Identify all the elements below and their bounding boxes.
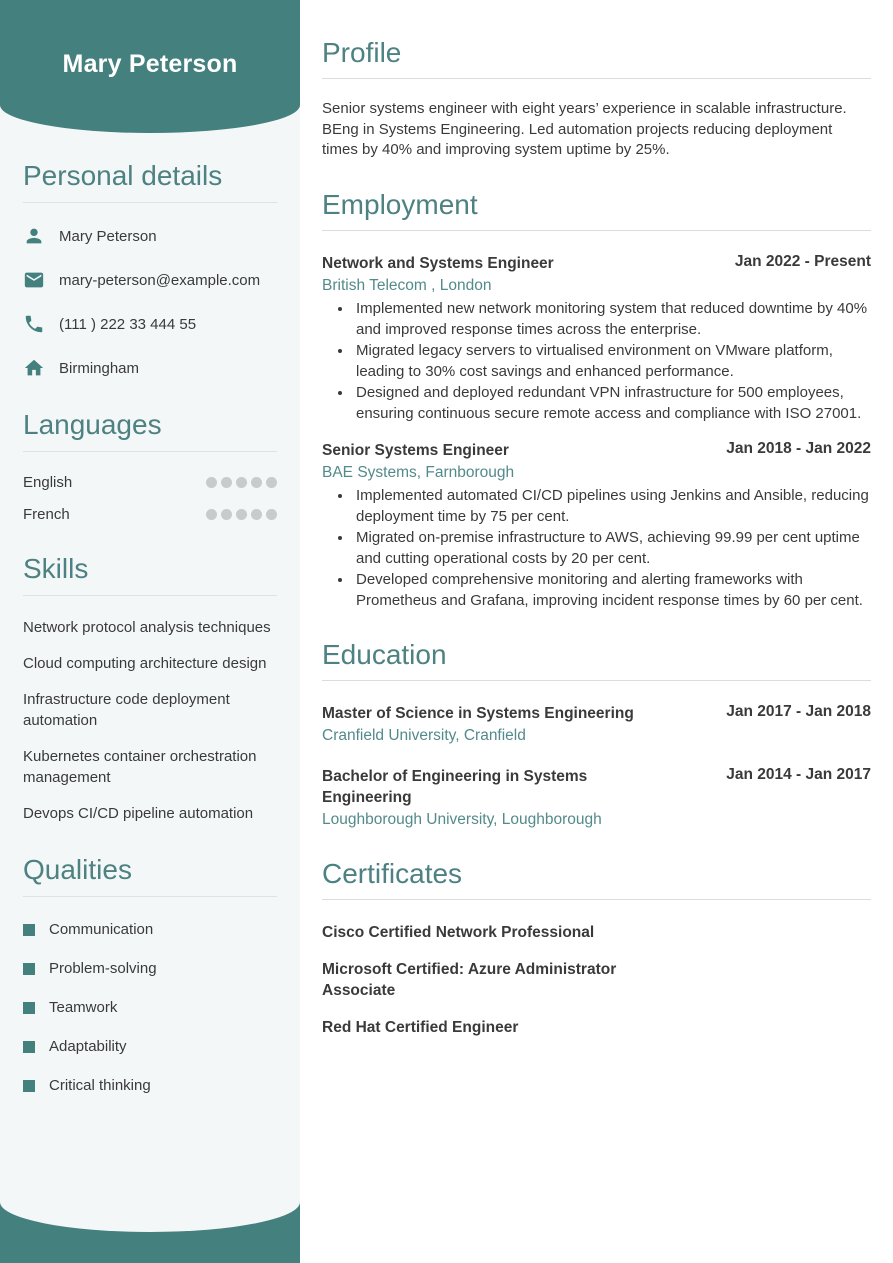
detail-item-phone xyxy=(23,313,277,335)
qualities-title: Qualities xyxy=(23,854,132,885)
detail-value: (111 ) 222 33 444 55 xyxy=(59,315,197,333)
education-header xyxy=(322,703,871,724)
education-dates: Jan 2014 - Jan 2017 xyxy=(726,765,871,783)
job-bullet-list xyxy=(322,298,871,424)
job-bullet: • Implemented automated CI/CD pipelines using Jenkins and Ansible, reducing deployment time by 75 per cent. xyxy=(353,485,871,527)
detail-item-email xyxy=(23,269,277,291)
degree-title: Master of Science in Systems Engineering xyxy=(322,704,634,722)
level-dot-icon xyxy=(206,477,217,488)
job-title: Network and Systems Engineer xyxy=(322,254,554,272)
personal-details-title: Personal details xyxy=(23,160,223,191)
phone-icon xyxy=(23,313,45,335)
certificate-item: Red Hat Certified Engineer xyxy=(322,1018,519,1036)
detail-value: mary-peterson@example.com xyxy=(59,271,261,289)
qualities-section xyxy=(23,854,277,1094)
detail-value: Mary Peterson xyxy=(59,227,157,245)
job-bullet: • Implemented new network monitoring system that reduced downtime by 40% and improved response times across the enterprise. xyxy=(353,298,871,340)
profile-title: Profile xyxy=(322,37,402,68)
job-dates: Jan 2022 - Present xyxy=(734,252,871,270)
sidebar-header-curve xyxy=(0,105,300,133)
job-bullet: • Designed and deployed redundant VPN infrastructure for 500 employees, ensuring continuous secure remote access and compliance with ISO 27001. xyxy=(353,382,871,424)
divider xyxy=(23,896,277,897)
quality-label: Problem-solving xyxy=(49,960,157,977)
square-bullet-icon xyxy=(23,1002,35,1014)
quality-label: Communication xyxy=(49,921,154,938)
employment-section xyxy=(322,188,871,611)
skill-item: Cloud computing architecture design xyxy=(23,655,267,672)
square-bullet-icon xyxy=(23,924,35,936)
education-dates: Jan 2017 - Jan 2018 xyxy=(726,702,871,720)
quality-label: Critical thinking xyxy=(49,1077,151,1094)
job-bullet: • Migrated legacy servers to virtualised environment on VMware platform, leading to 30% cost savings and enhanced performance. xyxy=(353,340,871,382)
divider xyxy=(23,595,277,596)
certificates-title: Certificates xyxy=(322,857,463,889)
divider xyxy=(322,680,871,681)
candidate-name: Mary Peterson xyxy=(62,50,238,78)
profile-section xyxy=(322,36,871,161)
square-bullet-icon xyxy=(23,1080,35,1092)
education-entry xyxy=(322,766,871,830)
email-icon xyxy=(23,269,45,291)
certificate-item: Microsoft Certified: Azure Administrator Associate xyxy=(322,960,617,999)
languages-section xyxy=(23,409,277,523)
skills-section xyxy=(23,553,277,824)
languages-title: Languages xyxy=(23,409,162,440)
education-entry xyxy=(322,703,871,746)
level-dot-icon xyxy=(266,477,277,488)
job-bullet: • Developed comprehensive monitoring and alerting frameworks with Prometheus and Grafana, improving incident response times by 60 per cent. xyxy=(353,569,871,611)
skills-title: Skills xyxy=(23,553,89,584)
sidebar-footer-curve xyxy=(0,1202,300,1232)
level-dot-icon xyxy=(266,509,277,520)
language-level-dots xyxy=(206,477,277,488)
divider xyxy=(23,451,277,452)
job-header xyxy=(322,253,871,274)
skill-item: Infrastructure code deployment automation xyxy=(23,691,230,729)
sidebar-header xyxy=(0,0,300,105)
level-dot-icon xyxy=(236,509,247,520)
divider xyxy=(322,899,871,900)
quality-item xyxy=(23,921,277,938)
certificate-item: Cisco Certified Network Professional xyxy=(322,923,595,941)
job-company: BAE Systems, Farnborough xyxy=(322,463,515,481)
language-row xyxy=(23,506,277,523)
job-bullet-list xyxy=(322,485,871,611)
job-company: British Telecom , London xyxy=(322,276,492,294)
employment-title: Employment xyxy=(322,188,478,220)
sidebar-footer xyxy=(0,1202,300,1263)
job-dates: Jan 2018 - Jan 2022 xyxy=(726,439,871,457)
skill-item: Kubernetes container orchestration management xyxy=(23,748,257,786)
square-bullet-icon xyxy=(23,963,35,975)
detail-item-name xyxy=(23,225,277,247)
person-icon xyxy=(23,225,45,247)
level-dot-icon xyxy=(206,509,217,520)
level-dot-icon xyxy=(251,477,262,488)
quality-item xyxy=(23,999,277,1016)
home-icon xyxy=(23,357,45,379)
level-dot-icon xyxy=(251,509,262,520)
quality-item xyxy=(23,1038,277,1055)
employment-entry xyxy=(322,440,871,611)
language-name: English xyxy=(23,474,73,491)
language-level-dots xyxy=(206,509,277,520)
divider xyxy=(23,202,277,203)
quality-label: Adaptability xyxy=(49,1038,127,1055)
level-dot-icon xyxy=(221,509,232,520)
job-title: Senior Systems Engineer xyxy=(322,441,509,459)
detail-item-city xyxy=(23,357,277,379)
degree-title: Bachelor of Engineering in Systems Engineering xyxy=(322,767,588,806)
square-bullet-icon xyxy=(23,1041,35,1053)
school-name: Cranfield University, Cranfield xyxy=(322,726,526,744)
language-name: French xyxy=(23,506,70,523)
sidebar xyxy=(0,0,300,1263)
quality-item xyxy=(23,1077,277,1094)
education-header xyxy=(322,766,871,808)
main-column xyxy=(300,0,893,1263)
certificates-section xyxy=(322,857,871,1038)
profile-text: Senior systems engineer with eight years’ experience in scalable infrastructure. BEng in Systems Engineering. Led automation projects reducing deployment times by 40% and improving system uptime by 25%. xyxy=(322,100,847,158)
quality-label: Teamwork xyxy=(49,999,118,1016)
quality-item xyxy=(23,960,277,977)
skill-item: Devops CI/CD pipeline automation xyxy=(23,805,254,822)
education-title: Education xyxy=(322,638,447,670)
divider xyxy=(322,78,871,79)
skill-item: Network protocol analysis techniques xyxy=(23,619,271,636)
detail-value: Birmingham xyxy=(59,359,140,377)
personal-details-section xyxy=(23,160,277,379)
education-section xyxy=(322,638,871,830)
job-bullet: • Migrated on-premise infrastructure to AWS, achieving 99.99 per cent uptime and cutting operational costs by 20 per cent. xyxy=(353,527,871,569)
level-dot-icon xyxy=(221,477,232,488)
level-dot-icon xyxy=(236,477,247,488)
divider xyxy=(322,230,871,231)
employment-entry xyxy=(322,253,871,424)
language-row xyxy=(23,474,277,491)
school-name: Loughborough University, Loughborough xyxy=(322,810,602,828)
job-header xyxy=(322,440,871,461)
